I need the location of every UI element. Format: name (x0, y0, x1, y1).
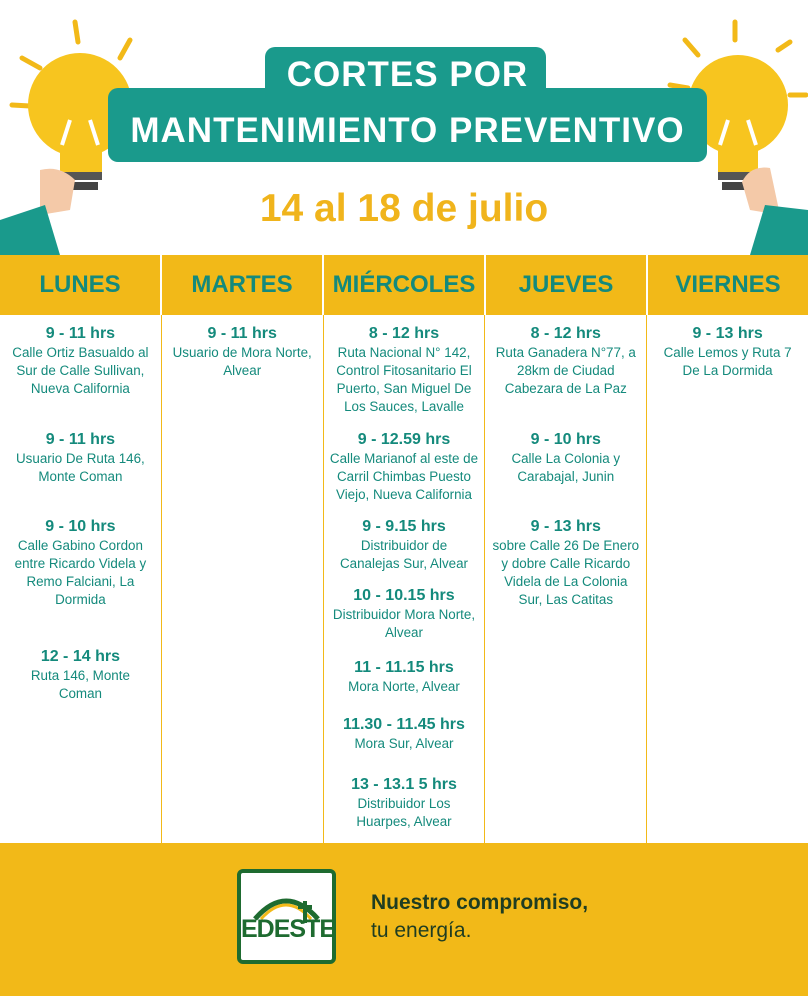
list-item (0, 517, 161, 609)
list-item (0, 647, 161, 703)
entry-place: Distribuidor Los Huarpes, Alvear (356, 796, 452, 829)
entry-place: Calle Marianof al este de Carril Chimbas Puesto Viejo, Nueva California (329, 451, 479, 502)
entry-time: 10 - 10.15 hrs (353, 587, 455, 604)
entry-time: 8 - 12 hrs (368, 325, 440, 342)
entry-time: 9 - 11 hrs (45, 431, 116, 448)
entry-time: 9 - 10 hrs (45, 518, 116, 535)
list-item (324, 775, 485, 831)
header (0, 0, 808, 255)
list-item (324, 324, 485, 416)
entry-time: 11 - 11.15 hrs (354, 659, 454, 676)
column-lunes (0, 315, 162, 843)
list-item (324, 658, 485, 696)
entry-place: Ruta 146, Monte Coman (30, 668, 130, 701)
list-item (485, 430, 646, 486)
column-jueves (485, 315, 647, 843)
day-header-miercoles: MIÉRCOLES (324, 255, 486, 315)
day-header-jueves: JUEVES (486, 255, 648, 315)
entry-place: Distribuidor Mora Norte, Alvear (332, 607, 476, 640)
list-item (0, 324, 161, 398)
entry-time: 9 - 9.15 hrs (362, 518, 446, 535)
day-header-viernes: VIERNES (675, 271, 781, 298)
footer (0, 843, 808, 996)
entry-time: 13 - 13.1 5 hrs (351, 776, 457, 793)
entry-place: Calle Ortiz Basualdo al Sur de Calle Sullivan, Nueva California (12, 345, 149, 396)
list-item (647, 324, 808, 380)
schedule-grid (0, 315, 808, 843)
entry-time: 11.30 - 11.45 hrs (343, 716, 465, 733)
entry-time: 9 - 13 hrs (530, 518, 601, 535)
entry-place: Calle La Colonia y Carabajal, Junin (511, 451, 621, 484)
day-header-martes: MARTES (162, 255, 324, 315)
entry-place: sobre Calle 26 De Enero y dobre Calle Ricardo Videla de La Colonia Sur, Las Catitas (492, 538, 640, 607)
day-header-lunes: LUNES (0, 255, 162, 315)
entry-place: Calle Gabino Cordon entre Ricardo Videla y Remo Falciani, La Dormida (14, 538, 147, 607)
entry-place: Distribuidor de Canalejas Sur, Alvear (339, 538, 468, 571)
list-item (324, 430, 485, 504)
entry-place: Ruta Ganadera N°77, a 28km de Ciudad Cabezara de La Paz (495, 345, 636, 396)
list-item (485, 517, 646, 609)
list-item (324, 715, 485, 753)
entry-place: Usuario De Ruta 146, Monte Coman (16, 451, 145, 484)
slogan-line-2: tu energía. (371, 919, 472, 942)
list-item (324, 517, 485, 573)
column-viernes (647, 315, 808, 843)
logo-text: EDESTE (241, 915, 336, 943)
list-item (0, 430, 161, 486)
entry-place: Mora Norte, Alvear (348, 679, 460, 694)
date-range: 14 al 18 de julio (259, 187, 549, 230)
entry-place: Mora Sur, Alvear (354, 736, 454, 751)
entry-place: Ruta Nacional N° 142, Control Fitosanitario El Puerto, San Miguel De Los Sauces, Lavalle (336, 345, 472, 414)
entry-time: 9 - 13 hrs (692, 325, 763, 342)
entry-time: 9 - 11 hrs (207, 325, 277, 342)
slogan-line-1: Nuestro compromiso, (371, 891, 589, 914)
edeste-logo (237, 869, 336, 964)
list-item (485, 324, 646, 398)
list-item (162, 324, 323, 380)
column-miercoles (324, 315, 486, 843)
title-line-1: CORTES POR (286, 55, 529, 94)
list-item (324, 586, 485, 642)
entry-place: Calle Lemos y Ruta 7 De La Dormida (663, 345, 792, 378)
days-header-bar (0, 255, 808, 315)
entry-time: 9 - 10 hrs (530, 431, 601, 448)
entry-time: 8 - 12 hrs (530, 325, 601, 342)
entry-time: 12 - 14 hrs (40, 648, 120, 665)
entry-time: 9 - 11 hrs (45, 325, 116, 342)
page-title (108, 48, 707, 158)
entry-time: 9 - 12.59 hrs (357, 431, 451, 448)
column-martes (162, 315, 324, 843)
entry-place: Usuario de Mora Norte, Alvear (172, 345, 312, 378)
title-line-2: MANTENIMIENTO PREVENTIVO (130, 111, 685, 150)
